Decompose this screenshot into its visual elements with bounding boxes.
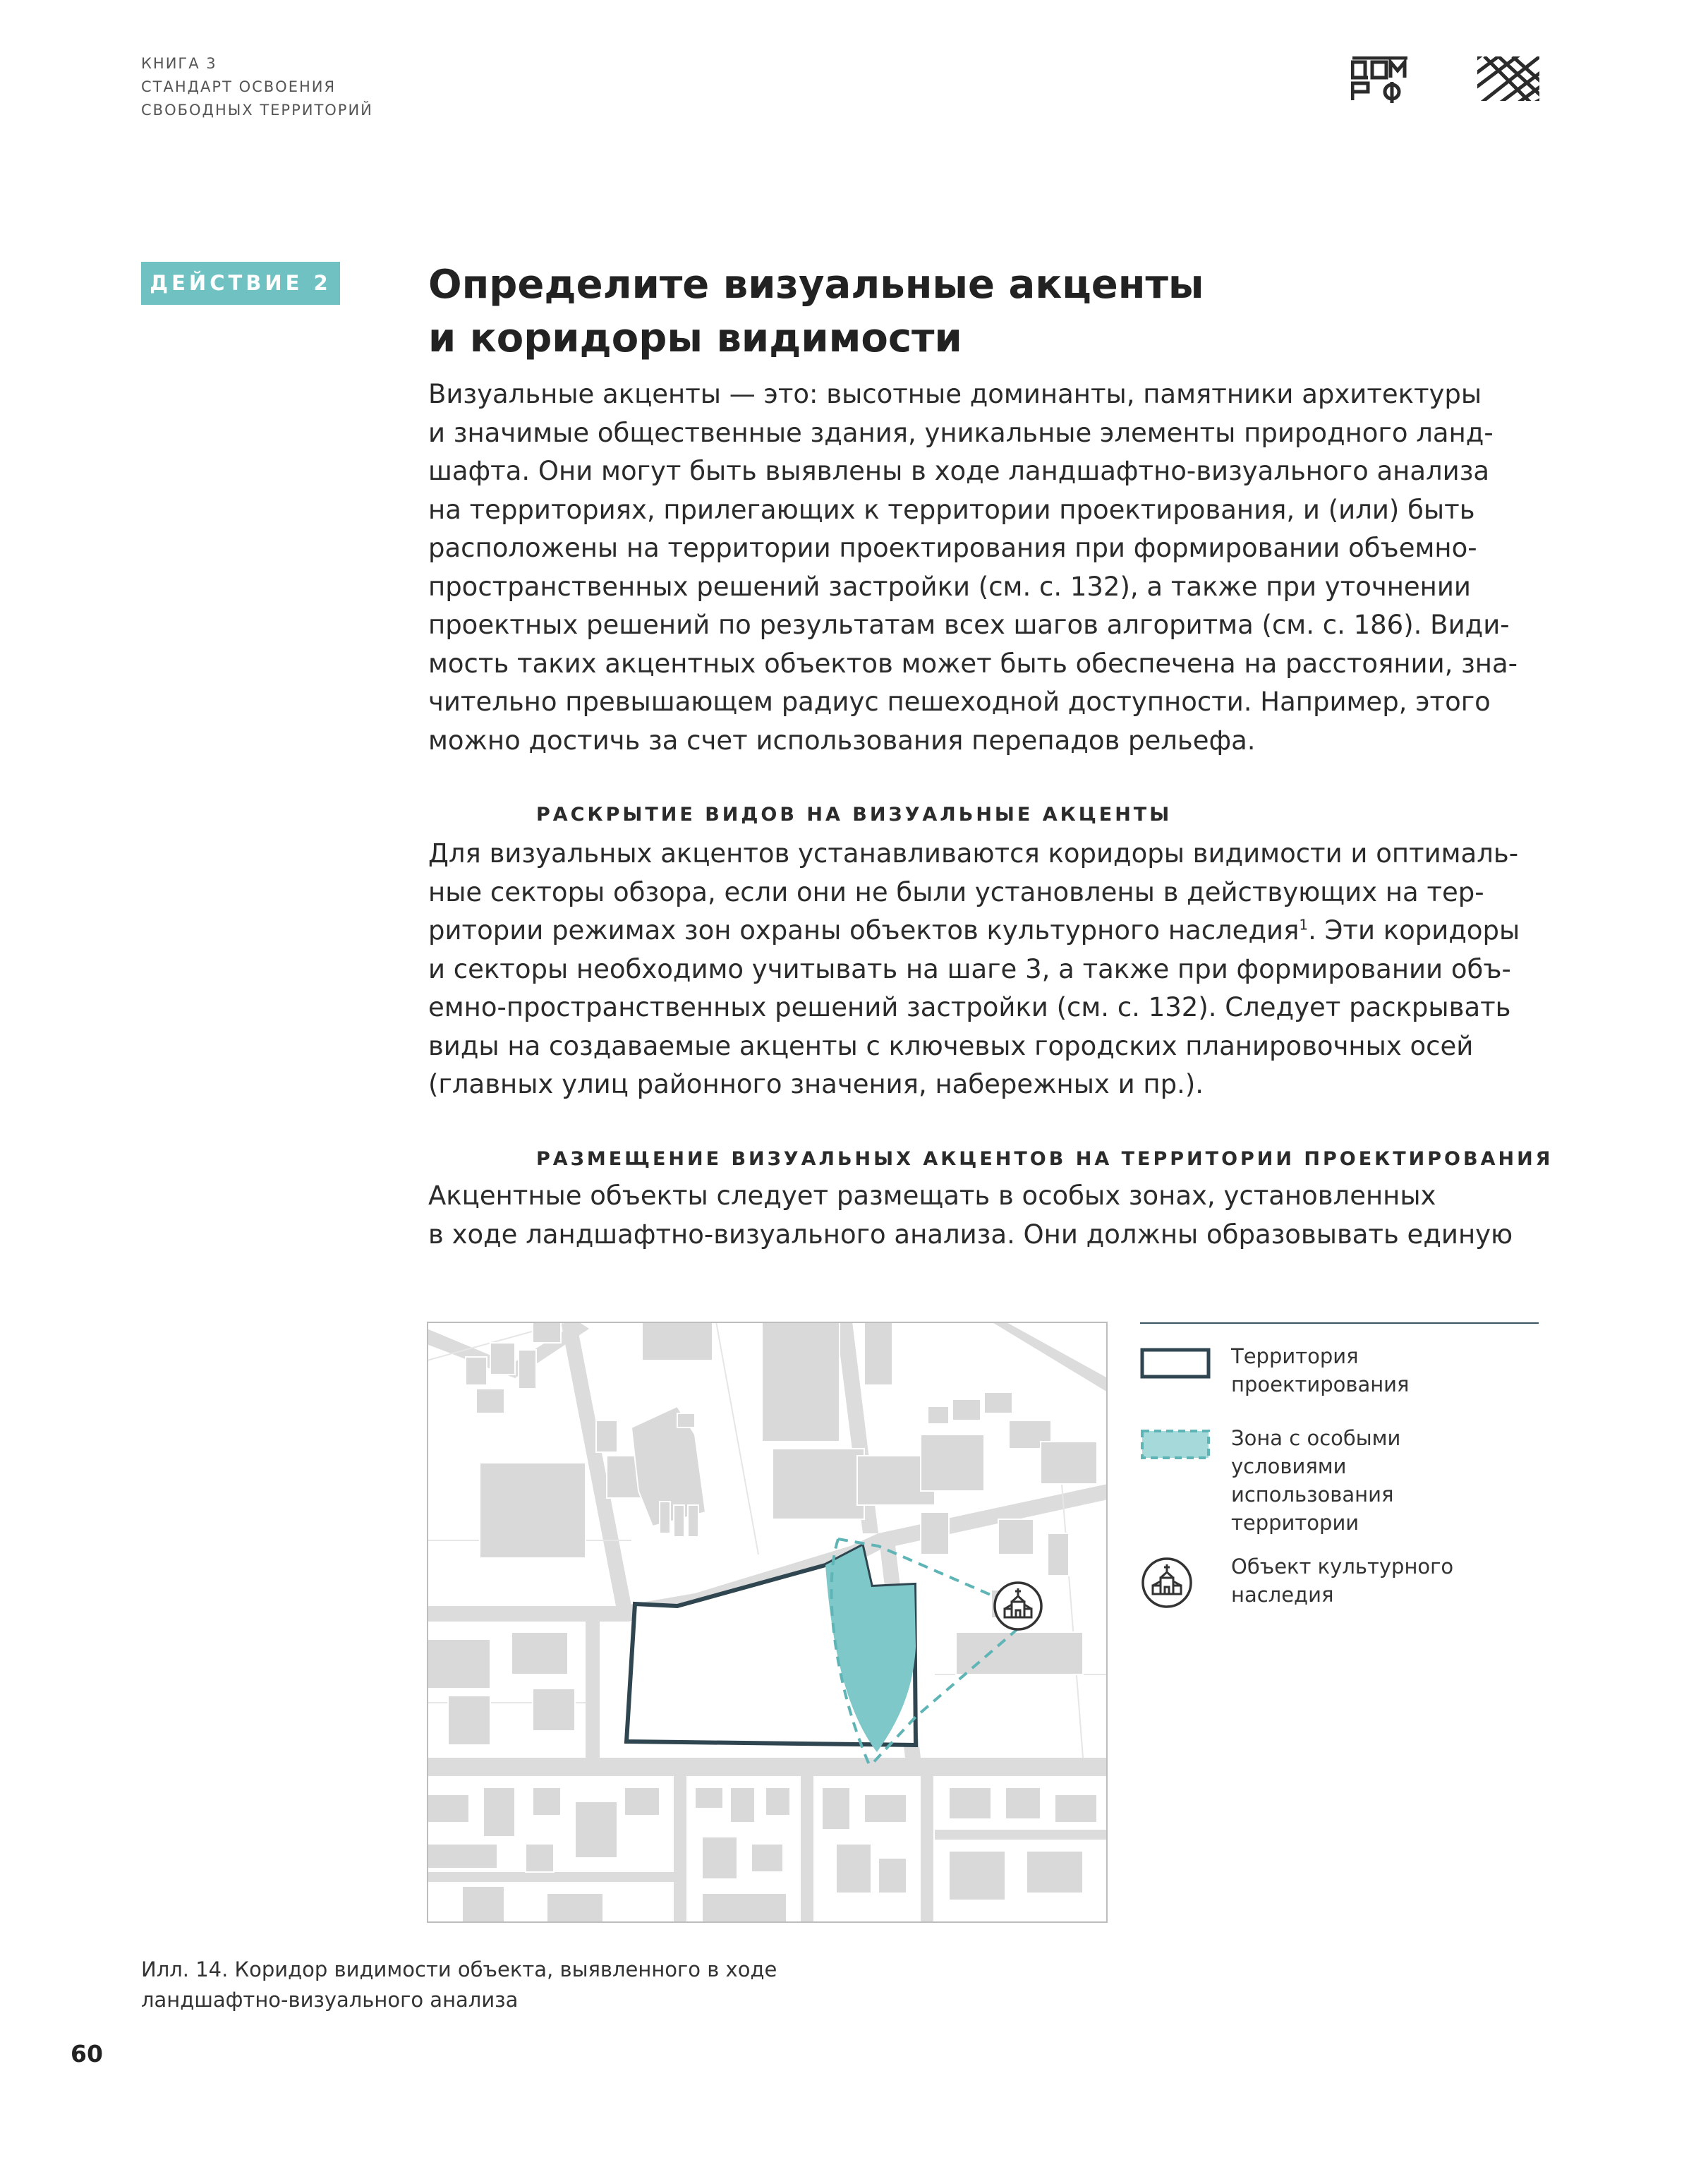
paragraph-line: мость таких акцентных объектов может быть обеспечена на расстоянии, зна- [428, 648, 1518, 679]
paragraph-line [428, 912, 1557, 950]
figure-caption [141, 1955, 777, 2015]
paragraph-line: Акцентные объекты следует размещать в особых зонах, установленных [428, 1181, 1436, 1211]
legend-line: территории [1231, 1511, 1359, 1535]
paragraph-line: на территориях, прилегающих к территории проектирования, и (или) быть [428, 494, 1475, 525]
book-line: СВОБОДНЫХ ТЕРРИТОРИЙ [141, 102, 373, 119]
title-line: Определите визуальные акценты [428, 262, 1204, 308]
legend-zone-label [1231, 1424, 1400, 1537]
book-line: СТАНДАРТ ОСВОЕНИЯ [141, 78, 337, 95]
legend-line: Объект культурного [1231, 1555, 1454, 1579]
paragraph-line: шафта. Они могут быть выявлены в ходе ландшафтно-визуального анализа [428, 456, 1490, 486]
paragraph-line: и значимые общественные здания, уникальные элементы природного ланд- [428, 417, 1494, 448]
legend-zone-swatch [1140, 1429, 1211, 1460]
line-text: . Эти коридоры [1308, 915, 1520, 946]
footnote-marker[interactable]: 1 [1299, 916, 1309, 934]
page-title [428, 258, 1557, 366]
paragraph-line: можно достичь за счет использования перепадов рельефа. [428, 725, 1256, 756]
action-badge: ДЕЙСТВИЕ 2 [141, 262, 340, 305]
line-text: ритории режимах зон охраны объектов культурного наследия [428, 915, 1300, 946]
legend-line: наследия [1231, 1583, 1334, 1607]
paragraph-line: Для визуальных акцентов устанавливаются коридоры видимости и оптималь- [428, 838, 1519, 869]
visibility-corridor-map [427, 1322, 1108, 1923]
page-number: 60 [71, 2040, 103, 2068]
pattern-logo [1477, 56, 1539, 101]
paragraph-line: виды на создаваемые акценты с ключевых городских планировочных осей [428, 1030, 1474, 1061]
paragraph-line: в ходе ландшафтно-визуального анализа. Они должны образовывать единую [428, 1219, 1513, 1250]
subheading-placement: РАЗМЕЩЕНИЕ ВИЗУАЛЬНЫХ АКЦЕНТОВ НА ТЕРРИТОРИИ ПРОЕКТИРОВАНИЯ [536, 1148, 1553, 1170]
book-line: КНИГА 3 [141, 55, 217, 72]
paragraph-view-corridors [428, 835, 1557, 1104]
legend-line: Территория [1231, 1344, 1359, 1368]
legend-heritage-icon [1140, 1556, 1194, 1610]
paragraph-line: проектных решений по результатам всех шагов алгоритма (см. с. 186). Види- [428, 610, 1510, 640]
legend-line: проектирования [1231, 1372, 1410, 1396]
paragraph-line: расположены на территории проектирования при формировании объемно- [428, 533, 1477, 563]
paragraph-line: емно-пространственных решений застройки (см. с. 132). Следует раскрывать [428, 992, 1511, 1022]
paragraph-line: и секторы необходимо учитывать на шаге 3, а также при формировании объ- [428, 953, 1511, 984]
paragraph-placement [428, 1177, 1557, 1254]
legend-territory-label [1231, 1342, 1409, 1399]
caption-line: ландшафтно-визуального анализа [141, 1988, 519, 2012]
caption-line: Илл. 14. Коридор видимости объекта, выявленного в ходе [141, 1957, 777, 1981]
legend-divider [1140, 1322, 1539, 1324]
paragraph-line: (главных улиц районного значения, набережных и пр.). [428, 1069, 1204, 1099]
legend-line: условиями [1231, 1454, 1347, 1478]
paragraph-visual-accents [428, 375, 1557, 760]
legend-territory-swatch [1140, 1348, 1211, 1379]
paragraph-line: пространственных решений застройки (см. с. 132), а также при уточнении [428, 571, 1471, 602]
legend-heritage-label [1231, 1552, 1453, 1609]
legend-line: Зона с особыми [1231, 1426, 1401, 1450]
subheading-views: РАСКРЫТИЕ ВИДОВ НА ВИЗУАЛЬНЫЕ АКЦЕНТЫ [536, 804, 1173, 826]
paragraph-line: ные секторы обзора, если они не были установлены в действующих на тер- [428, 876, 1484, 907]
book-title [141, 52, 373, 122]
title-line: и коридоры видимости [428, 315, 962, 361]
legend-line: использования [1231, 1483, 1394, 1507]
domrf-logo [1351, 56, 1409, 103]
paragraph-line: чительно превышающем радиус пешеходной доступности. Например, этого [428, 687, 1491, 717]
paragraph-line: Визуальные акценты — это: высотные доминанты, памятники архитектуры [428, 379, 1482, 409]
heritage-church-icon [995, 1583, 1041, 1629]
